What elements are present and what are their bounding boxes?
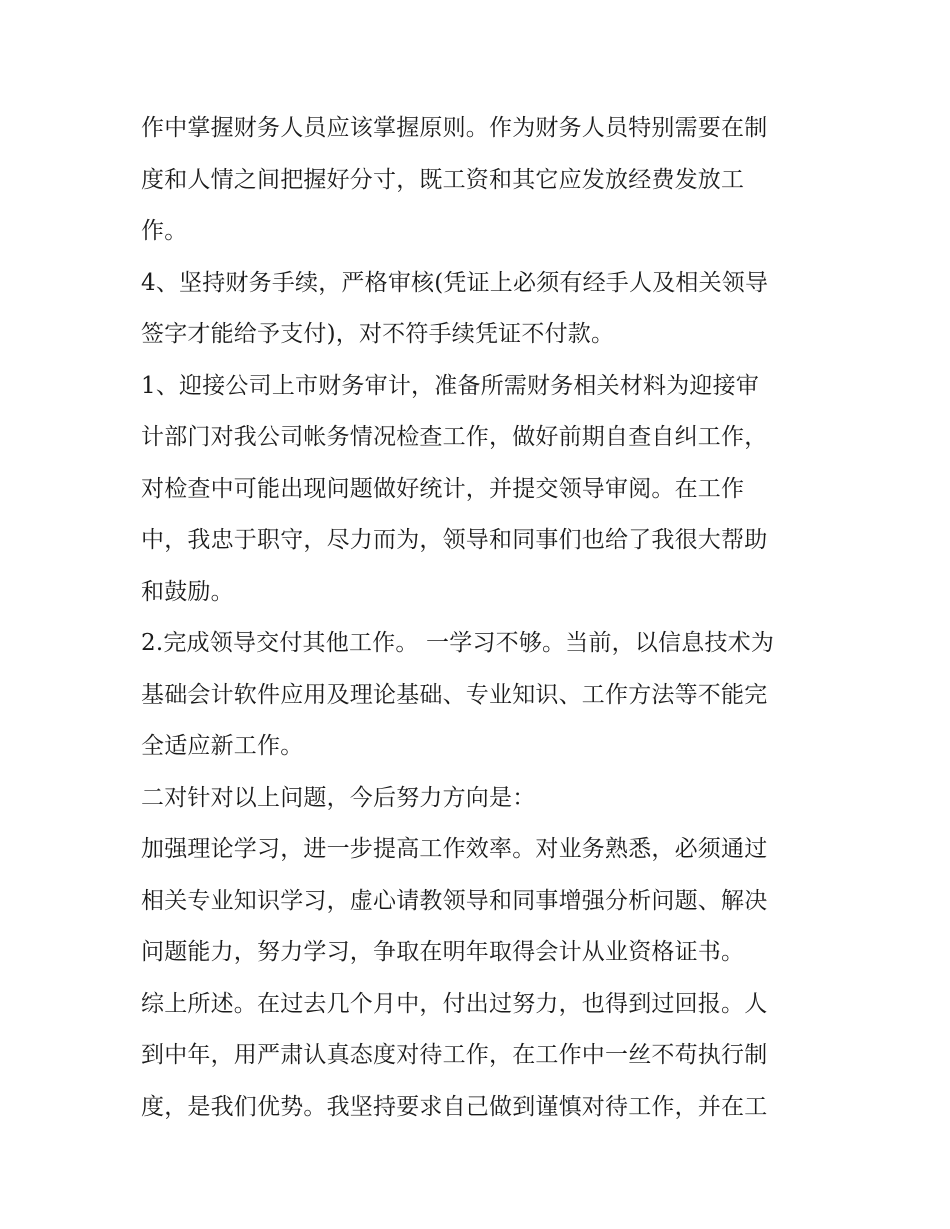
text-line: 度和人情之间把握好分寸，既工资和其它应发放经费发放工 xyxy=(141,166,745,193)
text-line: 作。 xyxy=(141,218,188,244)
text-line: 问题能力，努力学习，争取在明年取得会计从业资格证书。 xyxy=(141,939,745,965)
text-line: 作中掌握财务人员应该掌握原则。作为财务人员特别需要在制 xyxy=(141,115,768,141)
text-line: 全适应新工作。 xyxy=(141,733,304,759)
text-line: 二对针对以上问题，今后努力方向是： xyxy=(141,784,536,811)
text-line: 1、迎接公司上市财务审计，准备所需财务相关材料为迎接审 xyxy=(141,372,760,399)
text-line: 对检查中可能出现问题做好统计，并提交领导审阅。在工作 xyxy=(141,475,745,502)
text-line: 基础会计软件应用及理论基础、专业知识、工作方法等不能完 xyxy=(141,681,768,708)
text-line: 加强理论学习，进一步提高工作效率。对业务熟悉，必须通过 xyxy=(141,836,768,862)
text-line: 4、坚持财务手续，严格审核(凭证上必须有经手人及相关领导 xyxy=(141,269,769,296)
document-body xyxy=(141,103,813,1133)
text-line: 签字才能给予支付)，对不符手续凭证不付款。 xyxy=(141,321,615,347)
text-line: 到中年，用严肃认真态度对待工作，在工作中一丝不苟执行制 xyxy=(141,1042,768,1068)
text-line: 相关专业知识学习，虚心请教领导和同事增强分析问题、解决 xyxy=(141,887,768,914)
text-line: 计部门对我公司帐务情况检查工作，做好前期自查自纠工作， xyxy=(141,424,768,450)
text-line: 综上所述。在过去几个月中，付出过努力，也得到过回报。人 xyxy=(141,990,768,1017)
text-line: 和鼓励。 xyxy=(141,578,234,605)
text-line: 中，我忠于职守，尽力而为，领导和同事们也给了我很大帮助 xyxy=(141,527,768,553)
text-line: 度，是我们优势。我坚持要求自己做到谨慎对待工作，并在工 xyxy=(141,1093,768,1120)
text-line: 2.完成领导交付其他工作。 一学习不够。当前，以信息技术为 xyxy=(141,630,775,656)
